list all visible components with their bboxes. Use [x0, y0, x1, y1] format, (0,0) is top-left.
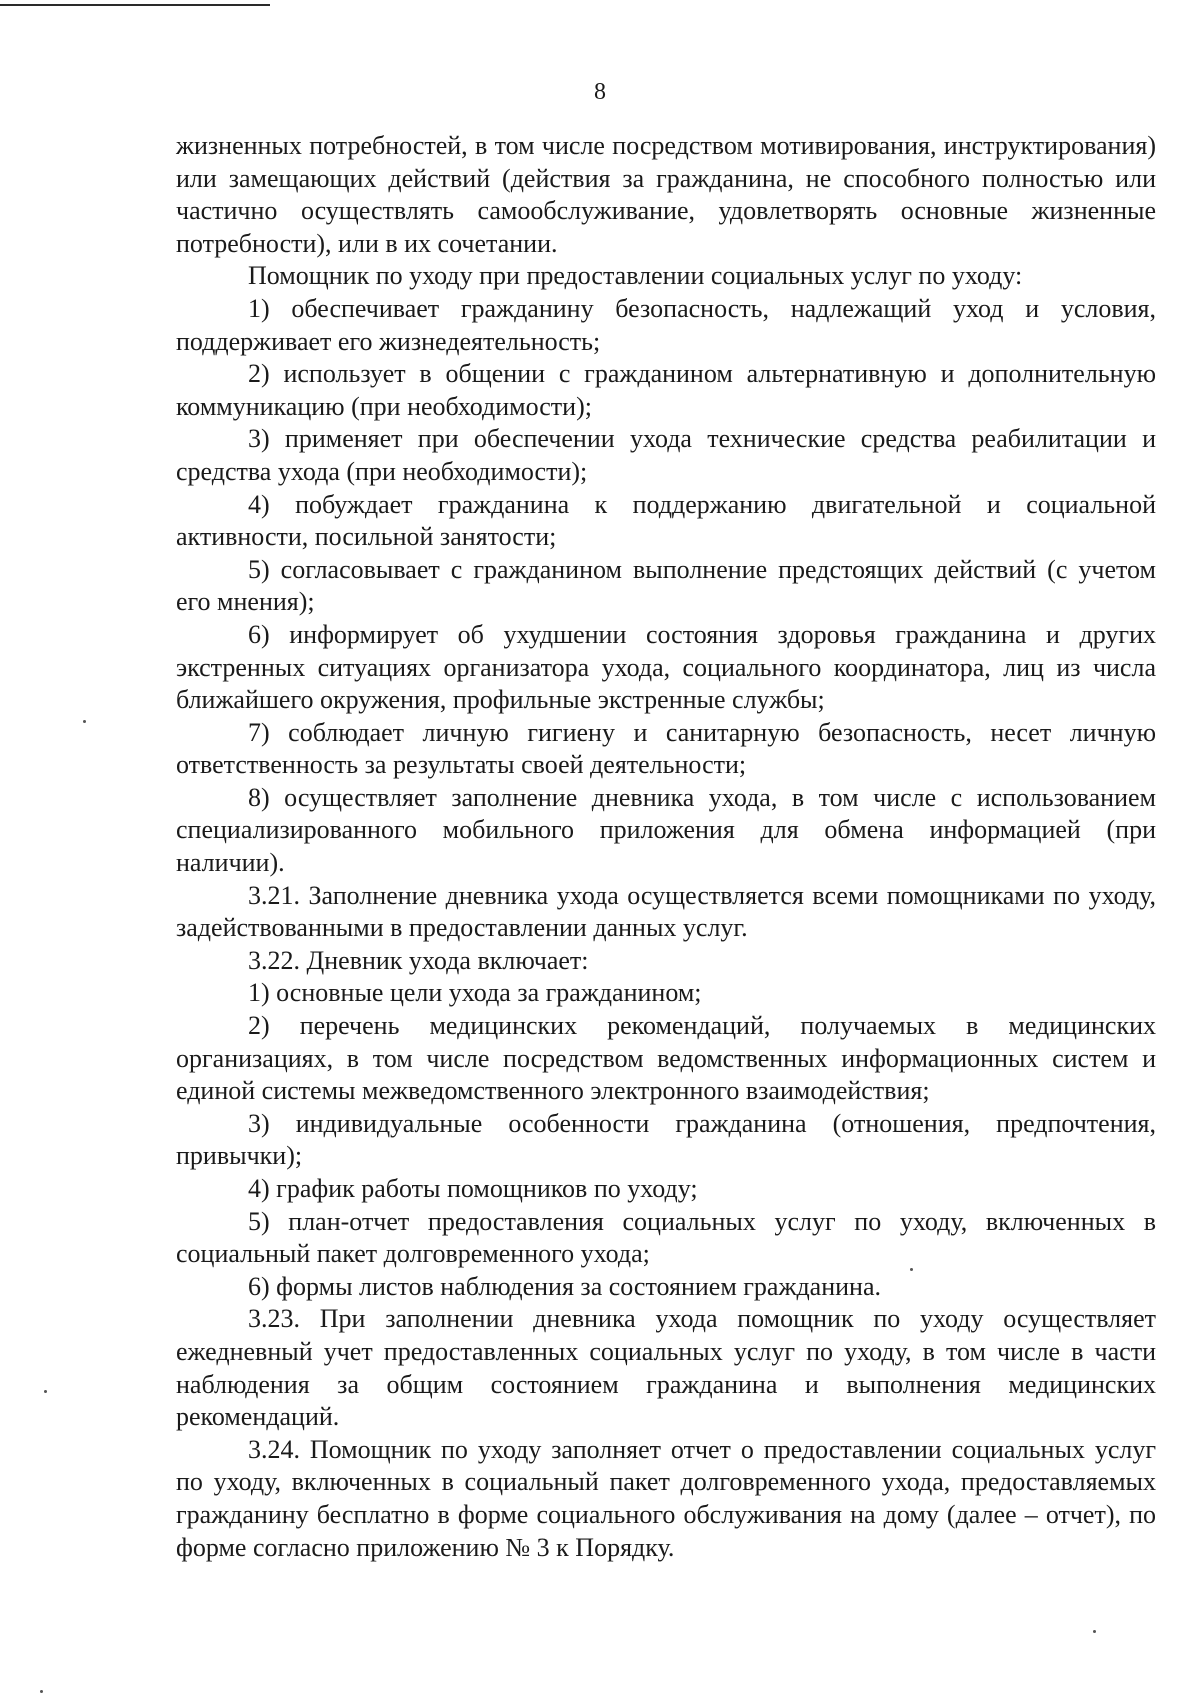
scan-speck [44, 1390, 47, 1393]
list-item-diary-1: 1) основные цели ухода за гражданином; [248, 978, 702, 1008]
list-item-duty-4: 4) побуждает гражданина к поддержанию двигательной и социальной активности, посильной занятости; [176, 489, 1156, 552]
list-item-diary-5: 5) план-отчет предоставления социальных услуг по уходу, включенных в социальный пакет долговременного ухода; [176, 1206, 1156, 1269]
clause-3-24: 3.24. Помощник по уходу заполняет отчет о предоставлении социальных услуг по уходу, включенных в социальный пакет долговременного ухода, предоставляемых гражданину бесплатно в форме социального обслуживания на дому (далее – отчет), по форме согласно приложению № 3 к Порядку. [176, 1434, 1156, 1562]
clause-3-21: 3.21. Заполнение дневника ухода осуществляется всеми помощниками по уходу, задействованными в предоставлении данных услуг. [176, 880, 1156, 943]
paragraph-continuation: жизненных потребностей, в том числе посредством мотивирования, инструктирования) или замещающих действий (действия за гражданина, не способного полностью или частично осуществлять самообслуживание, удовлетворять основные жизненные потребности), или в их сочетании. [176, 131, 1156, 258]
list-item-diary-2: 2) перечень медицинских рекомендаций, получаемых в медицинских организациях, в том числе посредством ведомственных информационных систем и единой системы межведомственного электронного взаимодействия; [176, 1011, 1156, 1106]
list-item-diary-6: 6) формы листов наблюдения за состоянием гражданина. [248, 1271, 881, 1301]
document-body [176, 130, 1156, 1564]
list-item-duty-2: 2) использует в общении с гражданином альтернативную и дополнительную коммуникацию (при необходимости); [176, 359, 1156, 421]
scan-speck [83, 720, 86, 723]
scan-edge-mark [0, 4, 270, 6]
list-item-duty-8: 8) осуществляет заполнение дневника ухода, в том числе с использованием специализированного мобильного приложения для обмена информацией (при наличии). [176, 782, 1156, 878]
list-item-diary-4: 4) график работы помощников по уходу; [248, 1174, 698, 1203]
list-item-duty-6: 6) информирует об ухудшении состояния здоровья гражданина и других экстренных ситуациях организатора ухода, социального координатора, лиц из числа ближайшего окружения, профильные экстренные службы; [176, 619, 1156, 715]
paragraph-duties-intro: Помощник по уходу при предоставлении социальных услуг по уходу: [248, 261, 1023, 291]
scan-speck [910, 1268, 913, 1271]
list-item-duty-1: 1) обеспечивает гражданину безопасность, надлежащий уход и условия, поддерживает его жизнедеятельность; [176, 293, 1156, 356]
list-item-duty-3: 3) применяет при обеспечении ухода технические средства реабилитации и средства ухода (при необходимости); [176, 424, 1156, 486]
scan-speck [1093, 1630, 1096, 1633]
list-item-diary-3: 3) индивидуальные особенности гражданина (отношения, предпочтения, привычки); [176, 1108, 1156, 1171]
page-number: 8 [594, 79, 606, 105]
list-item-duty-7: 7) соблюдает личную гигиену и санитарную безопасность, несет личную ответственность за результаты своей деятельности; [176, 717, 1156, 780]
clause-3-22: 3.22. Дневник ухода включает: [248, 945, 589, 975]
clause-3-23: 3.23. При заполнении дневника ухода помощник по уходу осуществляет ежедневный учет предоставленных социальных услуг по уходу, в том числе в части наблюдения за общим состоянием гражданина и выполнения медицинских рекомендаций. [176, 1304, 1156, 1432]
list-item-duty-5: 5) согласовывает с гражданином выполнение предстоящих действий (с учетом его мнения); [176, 554, 1156, 617]
scan-speck [40, 1690, 43, 1693]
